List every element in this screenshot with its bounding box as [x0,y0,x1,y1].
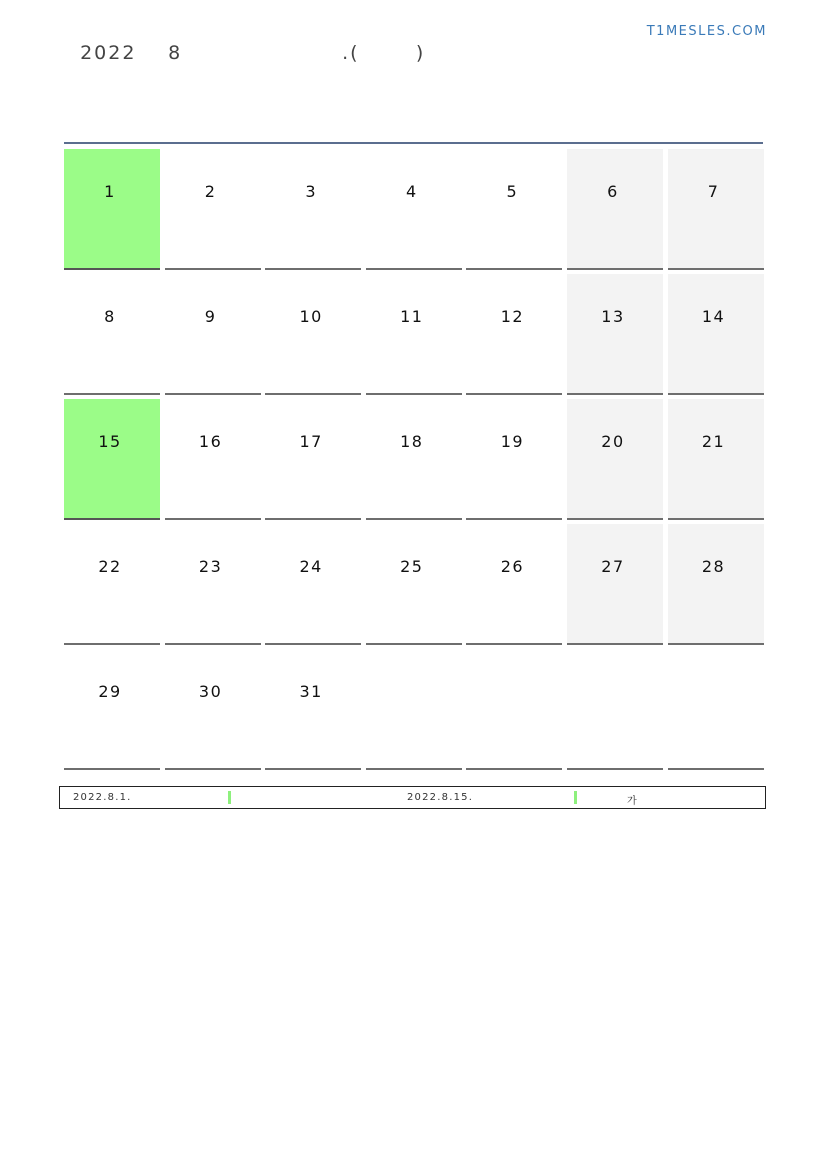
day-number: 26 [500,557,525,576]
calendar-day-cell[interactable] [165,149,261,270]
title-month: 8 [168,42,183,64]
day-number: 16 [198,432,223,451]
day-number: 21 [701,432,726,451]
calendar-empty-cell [366,649,462,770]
holiday-marker-2 [574,791,577,804]
holiday-marker-1 [228,791,231,804]
day-number: 27 [601,557,625,576]
day-number: 2 [204,182,217,201]
calendar-day-cell[interactable] [567,149,663,270]
day-number: 4 [405,182,418,201]
day-number: 19 [500,432,525,451]
day-number: 8 [104,307,116,326]
page-title [64,20,426,64]
calendar-day-cell[interactable] [668,524,764,645]
calendar-day-cell[interactable] [668,399,764,520]
calendar-day-cell[interactable] [466,274,562,395]
calendar-day-cell[interactable] [366,149,462,270]
calendar-day-cell[interactable] [64,149,160,270]
day-number: 14 [701,307,726,326]
calendar-day-cell[interactable] [64,399,160,520]
calendar-empty-cell [668,649,764,770]
calendar-day-cell[interactable] [265,149,361,270]
calendar-day-cell[interactable] [265,274,361,395]
calendar-day-cell[interactable] [567,524,663,645]
brand-link[interactable]: T1MESLES.COM [646,24,767,39]
calendar-day-cell[interactable] [466,399,562,520]
day-number: 7 [707,182,720,201]
calendar-day-cell[interactable] [165,524,261,645]
holiday-legend [59,786,766,809]
title-suffix: .( ) [342,42,426,64]
holiday-note-2: 가 [627,796,638,807]
calendar-day-cell[interactable] [265,399,361,520]
day-number: 30 [198,682,223,701]
calendar-day-cell[interactable] [64,274,160,395]
day-number: 25 [400,557,424,576]
day-number: 20 [601,432,625,451]
calendar-day-cell[interactable] [668,149,764,270]
day-number: 29 [98,682,122,701]
day-number: 23 [198,557,223,576]
calendar-day-cell[interactable] [265,649,361,770]
calendar-empty-cell [466,649,562,770]
calendar-day-cell[interactable] [64,649,160,770]
day-number: 5 [506,182,519,201]
calendar-day-cell[interactable] [64,524,160,645]
holiday-date-2: 2022.8.15. [407,792,474,803]
day-number: 28 [701,557,726,576]
calendar-day-cell[interactable] [165,274,261,395]
calendar-top-rule [64,142,763,144]
day-number: 1 [104,182,116,201]
calendar-day-cell[interactable] [366,399,462,520]
day-number: 9 [204,307,217,326]
holiday-date-1: 2022.8.1. [73,792,132,803]
day-number: 15 [98,432,122,451]
day-number: 24 [299,557,323,576]
day-number: 17 [299,432,323,451]
calendar-day-cell[interactable] [668,274,764,395]
day-number: 11 [400,307,424,326]
day-number: 18 [400,432,424,451]
calendar-day-cell[interactable] [165,399,261,520]
day-number: 10 [299,307,323,326]
day-number: 3 [305,182,318,201]
calendar-day-cell[interactable] [466,149,562,270]
calendar-day-cell[interactable] [466,524,562,645]
calendar-day-cell[interactable] [366,524,462,645]
calendar-grid [64,149,764,770]
day-number: 22 [98,557,122,576]
calendar-day-cell[interactable] [165,649,261,770]
calendar-day-cell[interactable] [265,524,361,645]
day-number: 12 [500,307,525,326]
calendar-empty-cell [567,649,663,770]
calendar-day-cell[interactable] [567,399,663,520]
title-year: 2022 [80,42,137,64]
day-number: 31 [299,682,323,701]
calendar-day-cell[interactable] [366,274,462,395]
calendar-day-cell[interactable] [567,274,663,395]
day-number: 13 [601,307,625,326]
day-number: 6 [607,182,619,201]
